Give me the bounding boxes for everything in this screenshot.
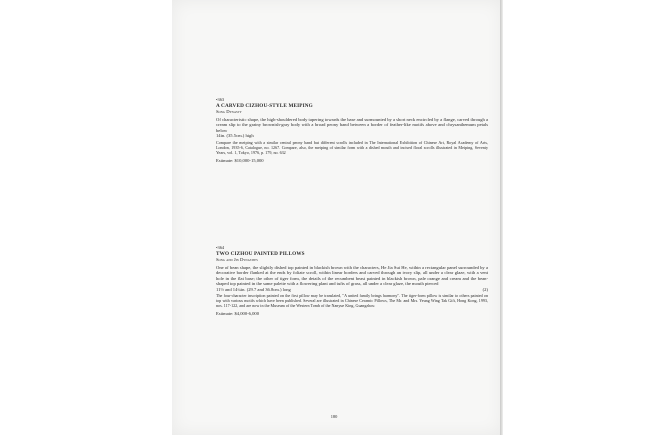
page-edge-shadow xyxy=(500,0,503,435)
lot-364-entry xyxy=(216,245,488,317)
lot-item-count: (2) xyxy=(482,286,488,292)
lot-title: A CARVED CIZHOU-STYLE MEIPING xyxy=(216,102,313,109)
lot-number: •364 xyxy=(216,245,225,250)
lot-title: TWO CIZHOU PAINTED PILLOWS xyxy=(216,250,305,257)
lot-note: The four-character inscription painted on the first pillow may be translated, "A united family brings harmony". The tiger-form pillow is similar to others painted on top with various motifs which have been published. Several are illustrated in Chinese Ceramic Pillows, The Mr. and Mrs. Yeung Wing Tak Gift, Hong Kong, 1993, nos. 117-122, and are now in the Museum of the Western Tomb of the Nanyue King, Guangzhou xyxy=(216,293,488,309)
lot-description: One of bean shape, the slightly dished top painted in blackish brown with the characters, He Jia Sui He, within a rectangular panel surrounded by a decorative border flanked at the ends by foliate scroll, within linear borders and carved through an ivory slip, all under a clear glaze, with a vent hole in the flat base; the other of tiger form, the details of the recumbent beast painted in blackish brown, pale orange and cream and the bean-shaped top painted in the same palette with a flowering plant and tufts of grass, all under a clear glaze, the mouth pierced xyxy=(216,264,488,287)
catalogue-page xyxy=(172,0,502,435)
lot-dynasty: Song and Jin Dynasties xyxy=(216,256,258,262)
lot-dynasty: Song Dynasty xyxy=(216,108,242,114)
lot-363-entry xyxy=(216,97,488,163)
lot-note: Compare the meiping with a similar central peony band but different scrolls included in The International Exhibition of Chinese Art, Royal Academy of Arts, London, 1935-6, Catalogue, no. 1267. Compare, also, the meiping of similar form with a dished mouth and incised floral scrolls illustrated in Meiping, Seventy Years, vol. 1, Tokyo, 1976, p. 179, no. 632 xyxy=(216,139,488,155)
lot-description: Of characteristic shape, the high-shouldered body tapering towards the base and surmounted by a short neck encircled by a flange, carved through a cream slip to the grainy brownish-gray body with a broad peony band between a border of feather-like motifs above and chrysanthemum petals below xyxy=(216,116,488,133)
page-number: 180 xyxy=(330,414,338,419)
lot-number: •363 xyxy=(216,97,225,102)
lot-estimate: Estimate: $10,000-15,000 xyxy=(216,157,264,163)
lot-estimate: Estimate: $4,000-6,000 xyxy=(216,311,259,317)
lot-size: 14in. (35.5cm.) high xyxy=(216,133,254,139)
lot-size-row xyxy=(216,287,488,293)
lot-size: 11½ and 14¼in. (29.7 and 36.8cm.) long xyxy=(216,286,291,292)
